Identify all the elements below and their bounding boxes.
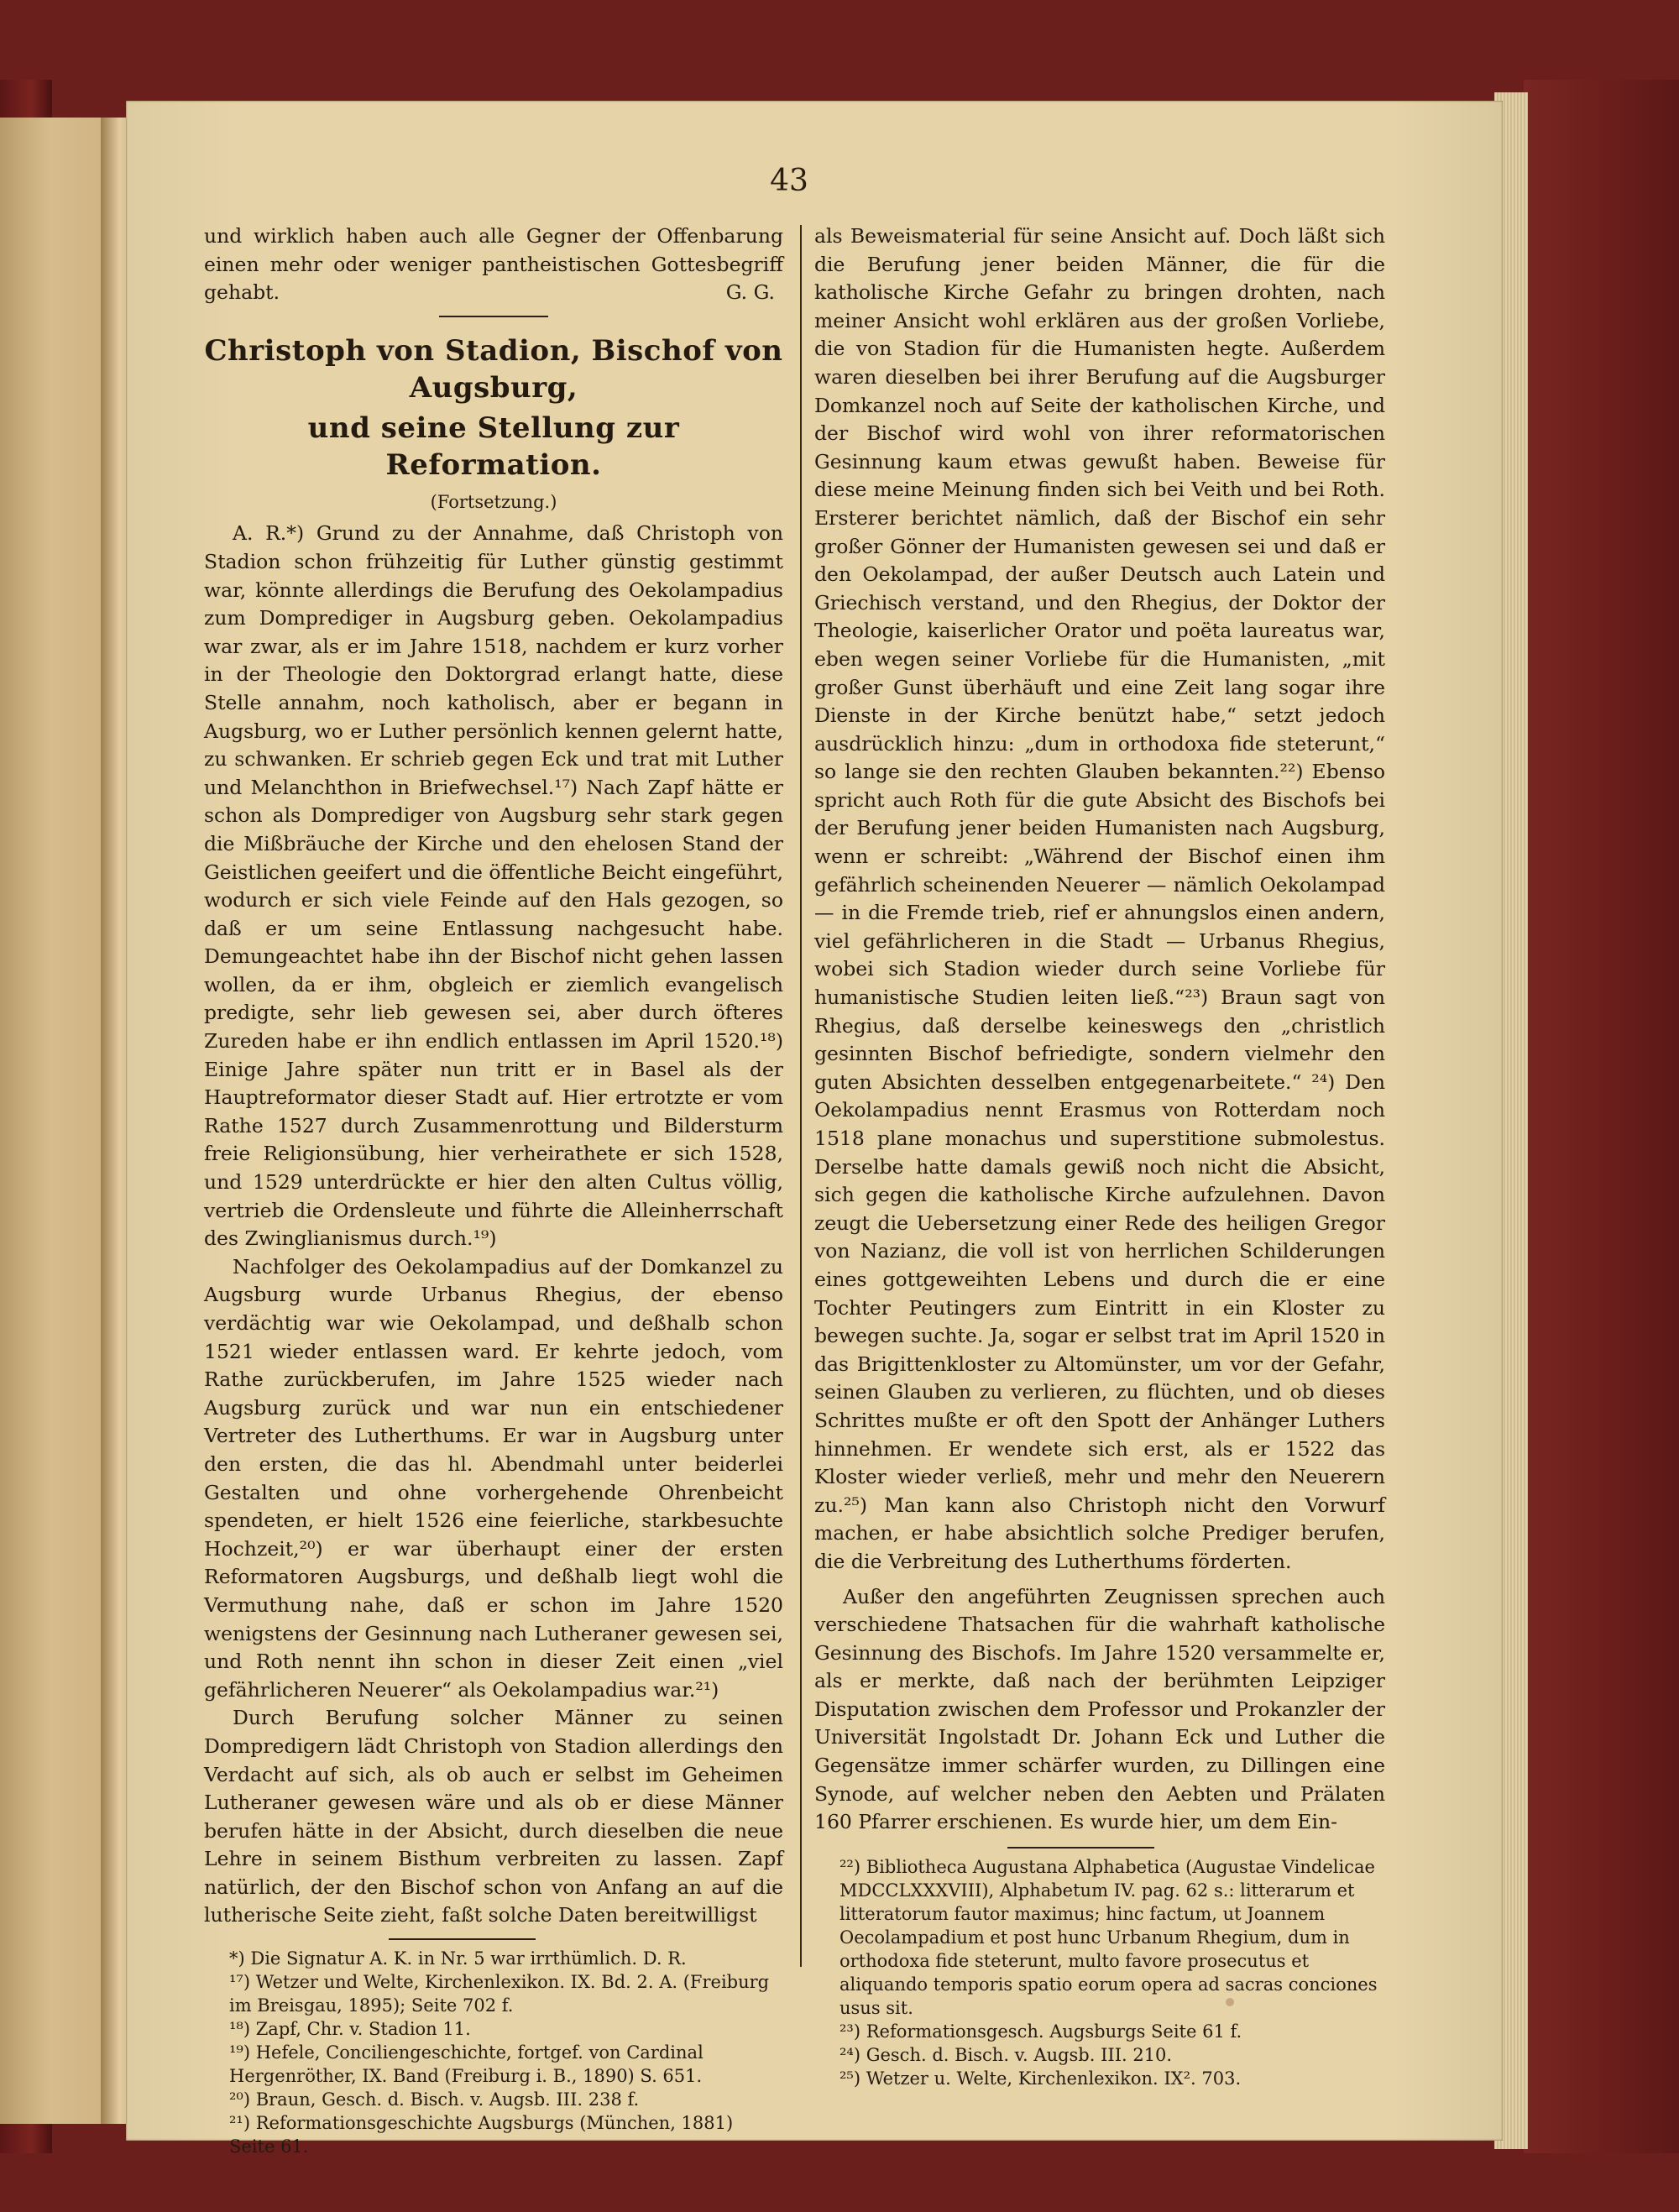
page-number: 43 <box>770 164 808 198</box>
footnote-19: ¹⁹) Hefele, Conciliengeschichte, fortgef. von Cardinal Hergenröther, IX. Band (Freiburg i. B., 1890) S. 651. <box>229 2042 704 2087</box>
column-divider <box>800 225 802 1967</box>
continuation-note: (Fortsetzung.) <box>430 491 557 512</box>
right-footnotes <box>814 1855 1385 2090</box>
intro-signature: G. G. <box>725 280 775 305</box>
article-title-line-1: Christoph von Stadion, Bischof von Augsburg, <box>204 333 783 405</box>
left-paragraph-3: Durch Berufung solcher Männer zu seinen Dompredigern lädt Christoph von Stadion allerdings den Verdacht auf sich, als ob auch er selbst im Geheimen Lutheraner gewesen wäre und als ob er diese Männer berufen hätte in der Absicht, durch dieselben die neue Lehre in seinem Bisthum verbreiten zu lassen. Zapf natürlich, der den Bischof schon von Anfang an auf die lutherische Seite zieht, faßt solche Daten bereitwilligst <box>204 1706 783 1927</box>
footnote-17: ¹⁷) Wetzer und Welte, Kirchenlexikon. IX. Bd. 2. A. (Freiburg im Breisgau, 1895); Seite 702 f. <box>229 1972 770 2016</box>
footnote-rule-right <box>1007 1847 1154 1849</box>
section-divider <box>439 316 548 317</box>
article-title-line-2: und seine Stellung zur Reformation. <box>307 411 680 482</box>
right-paragraph-1: als Beweismaterial für seine Ansicht auf. Doch läßt sich die Berufung jener beiden Männer, die für die katholische Kirche Gefahr zu bringen drohten, nach meiner Ansicht wohl erklären aus der großen Vorliebe, die von Stadion für die Humanisten hegte. Außerdem waren dieselben bei ihrer Berufung auf die Augsburger Domkanzel noch auf Seite der katholischen Kirche, und der Bischof wird wohl von ihrer reformatorischen Gesinnung kaum etwas gewußt haben. Beweise für diese meine Meinung finden sich bei Veith und bei Roth. Ersterer berichtet nämlich, daß der Bischof ein sehr großer Gönner der Humanisten gewesen sei und daß er den Oekolampad, der außer Deutsch auch Latein und Griechisch verstand, und den Rhegius, der Doktor der Theologie, kaiserlicher Orator und poëta laureatus war, eben wegen seiner Vorliebe für die Humanisten, „mit großer Gunst überhäuft und eine Zeit lang sogar ihre Dienste in der Kirche benützt habe,“ setzt jedoch ausdrücklich hinzu: „dum in orthodoxa fide steterunt,“ so lange sie den rechten Glauben bekannten.²²) Ebenso spricht auch Roth für die gute Absicht des Bischofs bei der Berufung jener beiden Humanisten nach Augsburg, wenn er schreibt: „Während der Bischof einen ihm gefährlich scheinenden Neuerer — nämlich Oekolampad — in die Fremde trieb, rief er ahnungslos einen andern, viel gefährlicheren in die Stadt — Urbanus Rhegius, wobei sich Stadion wieder durch seine Vorliebe für humanistische Studien leiten ließ.“²³) Braun sagt von Rhegius, daß derselbe keineswegs den „christlich gesinnten Bischof befriedigte, sondern vielmehr den guten Absichten desselben entgegenarbeitete.“ ²⁴) Den Oekolampadius nennt Erasmus von Rotterdam noch 1518 plane monachus und superstitione submolestus. Derselbe hatte damals gewiß noch nicht die Absicht, sich gegen die katholische Kirche aufzulehnen. Davon zeugt die Uebersetzung einer Rede des heiligen Gregor von Nazianz, die voll ist von herrlichen Schilderungen eines gottgeweihten Lebens und durch die er eine Tochter Peutingers zum Eintritt in ein Kloster zu bewegen suchte. Ja, sogar er selbst trat im April 1520 in das Brigittenkloster zu Altomünster, um vor der Gefahr, seinen Glauben zu verlieren, zu flüchten, und ob dieses Schrittes mußte er oft den Spott der Anhänger Luthers hinnehmen. Er wendete sich erst, als er 1522 das Kloster wieder verließ, mehr und mehr den Neuerern zu.²⁵) Man kann also Christoph nicht den Vorwurf machen, er habe absichtlich solche Prediger berufen, die die Verbreitung des Lutherthums förderten. <box>814 224 1385 1573</box>
left-paragraph-2: Nachfolger des Oekolampadius auf der Domkanzel zu Augsburg wurde Urbanus Rhegius, der ebenso verdächtig war wie Oekolampad, und deßhalb schon 1521 wieder entlassen ward. Er kehrte jedoch, vom Rathe zurückberufen, im Jahre 1525 wieder nach Augsburg zurück und war nun ein entschiedener Vertreter des Lutherthums. Er war in Augsburg unter den ersten, die das hl. Abendmahl unter beiderlei Gestalten und ohne vorhergehende Ohrenbeicht spendeten, er hielt 1526 eine feierliche, starkbesuchte Hochzeit,²⁰) er war überhaupt einer der ersten Reformatoren Augsburgs, und deßhalb liegt wohl die Vermuthung nahe, daß er schon im Jahre 1520 wenigstens der Gesinnung nach Lutheraner gewesen sei, und Roth nennt ihn schon in dieser Zeit einen „viel gefährlicheren Neuerer“ als Oekolampadius war.²¹) <box>204 1254 783 1702</box>
footnote-rule-left <box>389 1938 536 1940</box>
footnote-21: ²¹) Reformationsgeschichte Augsburgs (München, 1881) Seite 61. <box>229 2113 734 2157</box>
left-paragraph-1: A. R.*) Grund zu der Annahme, daß Christoph von Stadion schon frühzeitig für Luther günstig gestimmt war, könnte allerdings die Berufung des Oekolampadius zum Domprediger in Augsburg geben. Oekolampadius war zwar, als er im Jahre 1518, nachdem er kurz vorher in der Theologie den Doktorgrad erlangt hatte, diese Stelle annahm, noch katholisch, aber er begann in Augsburg, wo er Luther persönlich kennen gelernt hatte, zu schwanken. Er schrieb gegen Eck und trat mit Luther und Melanchthon in Briefwechsel.¹⁷) Nach Zapf hätte er schon als Domprediger von Augsburg sehr stark gegen die Mißbräuche der Kirche und den ehelosen Stand der Geistlichen geeifert und die öffentliche Beicht eingeführt, wodurch er sich viele Feinde auf den Hals gezogen, so daß er um seine Entlassung nachgesucht habe. Demungeachtet habe ihn der Bischof nicht gehen lassen wollen, da er ihm, obgleich er ziemlich evangelisch predigte, sehr lieb gewesen sei, aber durch öfteres Zureden habe er ihn endlich entlassen im April 1520.¹⁸) Einige Jahre später nun tritt er in Basel als der Hauptreformator dieser Stadt auf. Hier ertrotzte er vom Rathe 1527 durch Zusammenrottung und Bildersturm freie Religionsübung, hier verheirathete er sich 1528, und 1529 unterdrückte er hier den alten Cultus völlig, vertrieb die Ordensleute und führte die Alleinherrschaft des Zwinglianismus durch.¹⁹) <box>204 521 783 1251</box>
footnote-23: ²³) Reformationsgesch. Augsburgs Seite 61 f. <box>840 2021 1242 2042</box>
footnote-25: ²⁵) Wetzer u. Welte, Kirchenlexikon. IX². 703. <box>840 2068 1242 2089</box>
left-column <box>204 222 783 2158</box>
right-column <box>814 222 1385 2090</box>
footnote-20: ²⁰) Braun, Gesch. d. Bisch. v. Augsb. III. 238 f. <box>229 2089 640 2110</box>
footnote-22: ²²) Bibliotheca Augustana Alphabetica (Augustae Vindelicae MDCCLXXXVIII), Alphabetum IV. pag. 62 s.: litterarum et litteratorum fautor maximus; hinc factum, ut Joannem Oecolampadium et post hunc Urbanum Rhegium, dum in orthodoxa fide steterunt, multo favore prosecutus et aliquando temporis spatio eorum opera ad sacras conciones usus sit. <box>840 1856 1378 2018</box>
footnote-24: ²⁴) Gesch. d. Bisch. v. Augsb. III. 210. <box>840 2044 1173 2065</box>
footnote-star: *) Die Signatur A. K. in Nr. 5 war irrthümlich. D. R. <box>229 1948 687 1969</box>
left-footnotes <box>204 1947 783 2158</box>
right-paragraph-2: Außer den angeführten Zeugnissen sprechen auch verschiedene Thatsachen für die wahrhaft katholische Gesinnung des Bischofs. Im Jahre 1520 versammelte er, als er merkte, daß nach der berühmten Leipziger Disputation zwischen dem Professor und Prokanzler der Universität Ingolstadt Dr. Johann Eck und Luther die Gegensätze immer schärfer wurden, zu Dillingen eine Synode, auf welcher neben den Aebten und Prälaten 160 Pfarrer erschienen. Es wurde hier, um dem Ein- <box>814 1584 1385 1834</box>
book-cover-right <box>1524 80 1679 2153</box>
intro-text: und wirklich haben auch alle Gegner der Offenbarung einen mehr oder weniger pantheistischen Gottesbegriff gehabt. G. G. <box>204 222 783 307</box>
paper-stain <box>1226 1998 1234 2006</box>
footnote-18: ¹⁸) Zapf, Chr. v. Stadion 11. <box>229 2019 471 2040</box>
